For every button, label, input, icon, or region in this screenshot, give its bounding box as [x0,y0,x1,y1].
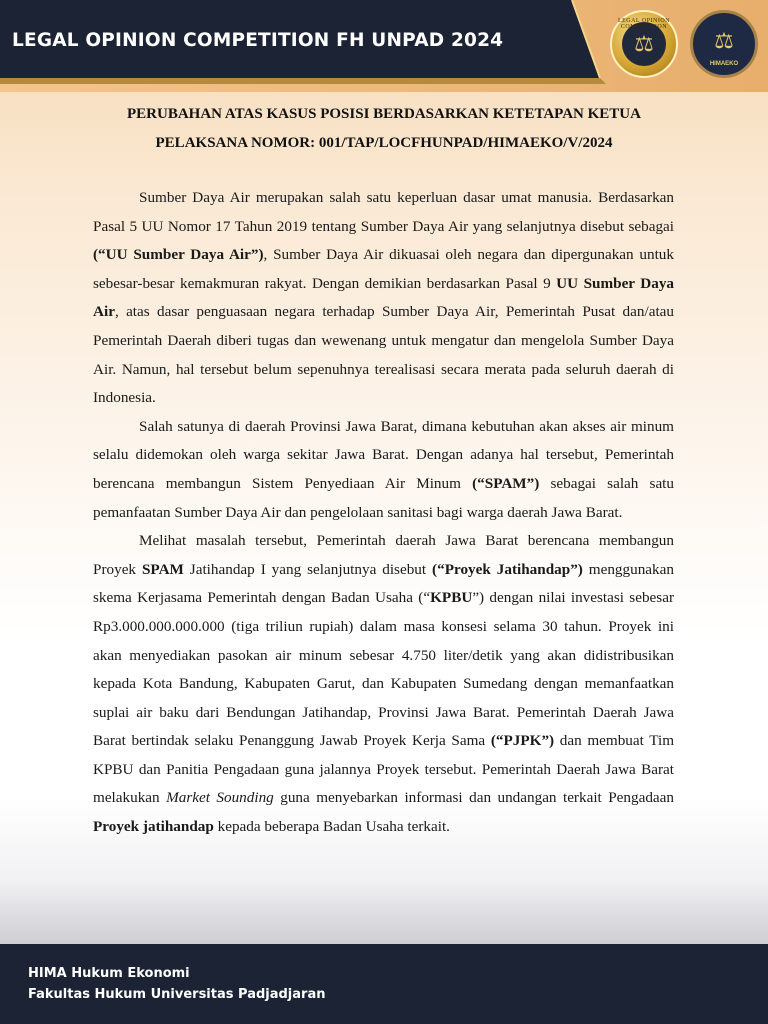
document-title [60,100,708,158]
paragraph-3 [93,527,674,842]
footer-organization: HIMA Hukum Ekonomi [28,966,190,981]
bold-term: (“PJPK”) [490,732,555,750]
text-span: dan membuat Tim KPBU dan Panitia Pengadaan guna jalannya Proyek tersebut. Pemerintah Daerah Jawa Barat melakukan [93,732,675,807]
document-body [93,184,674,842]
text-span: , Sumber Daya Air dikuasai oleh negara dan dipergunakan untuk sebesar-besar kemakmuran rakyat. Dengan demikian berdasarkan Pasal 9 [93,246,674,292]
footer-bar [0,944,768,1024]
legal-opinion-competition-logo [610,10,678,78]
scale-icon: ⚖ [714,28,734,53]
bold-term: SPAM [141,560,184,578]
footer-faculty: Fakultas Hukum Universitas Padjadjaran [28,987,326,1002]
text-span: Sumber Daya Air merupakan salah satu keperluan dasar umat manusia. Berdasarkan Pasal 5 UU Nomor 17 Tahun 2019 tentang Sumber Daya Air yang selanjutnya disebut sebagai [93,189,674,235]
document-title-line-2: PELAKSANA NOMOR: 001/TAP/LOCFHUNPAD/HIMAEKO/V/2024 [155,135,613,151]
document-title-line-1: PERUBAHAN ATAS KASUS POSISI BERDASARKAN KETETAPAN KETUA [127,106,641,122]
justice-scale-icon: ⚖ [622,22,666,66]
bold-term: KPBU [430,589,473,607]
text-span: ”) dengan nilai investasi sebesar Rp3.000.000.000.000 (tiga triliun rupiah) dalam masa konsesi selama 30 tahun. Proyek ini akan menyediakan pasokan air minum sebesar 4.750 liter/detik yang akan didistribusikan kepada Kota Bandung, Kabupaten Garut, dan Kabupaten Sumedang dengan memanfaatkan suplai air baku dari Bendungan Jatihandap, Provinsi Jawa Barat. Pemerintah Daerah Jawa Barat bertindak selaku Penanggung Jawab Proyek Kerja Sama [93,589,674,750]
bold-term: (“UU Sumber Daya Air”) [93,246,264,264]
text-span: kepada beberapa Badan Usaha terkait. [213,818,450,836]
himaeko-logo-label: HIMAEKO [709,61,739,67]
text-span: sebagai salah satu pemanfaatan Sumber Daya Air dan pengelolaan sanitasi bagi warga daerah Jawa Barat. [93,474,674,521]
header-title: LEGAL OPINION COMPETITION FH UNPAD 2024 [12,30,504,51]
bold-term: (“SPAM”) [472,474,540,492]
text-span: , atas dasar penguasaan negara terhadap Sumber Daya Air, Pemerintah Pusat dan/atau Pemerintah Daerah diberi tugas dan wewenang untuk mengatur dan mengelola Sumber Daya Air. Namun, hal tersebut belum sepenuhnya terealisasi secara merata pada seluruh daerah di Indonesia. [93,303,674,407]
paragraph-2 [93,413,674,527]
himaeko-logo [690,10,758,78]
text-span: guna menyebarkan informasi dan undangan terkait Pengadaan [273,789,674,807]
bold-term: Proyek jatihandap [93,818,214,836]
bold-term: UU Sumber Daya Air [93,274,675,321]
text-span: Jatihandap I yang selanjutnya disebut [183,560,433,578]
text-span: Salah satunya di daerah Provinsi Jawa Barat, dimana kebutuhan akan akses air minum selalu didemokan oleh warga sekitar Jawa Barat. Dengan adanya hal tersebut, Pemerintah berencana membangun Sistem Penyediaan Air Minum [93,417,674,492]
text-span: menggunakan skema Kerjasama Pemerintah dengan Badan Usaha (“ [93,560,674,607]
paragraph-1 [93,184,674,413]
logo-ring-text: LEGAL OPINION COMPETITION [617,18,671,30]
bold-term: (“Proyek Jatihandap”) [432,560,583,578]
header-banner [0,0,768,92]
text-span: Melihat masalah tersebut, Pemerintah daerah Jawa Barat berencana membangun Proyek [93,532,674,578]
italic-term: Market Sounding [166,789,274,807]
